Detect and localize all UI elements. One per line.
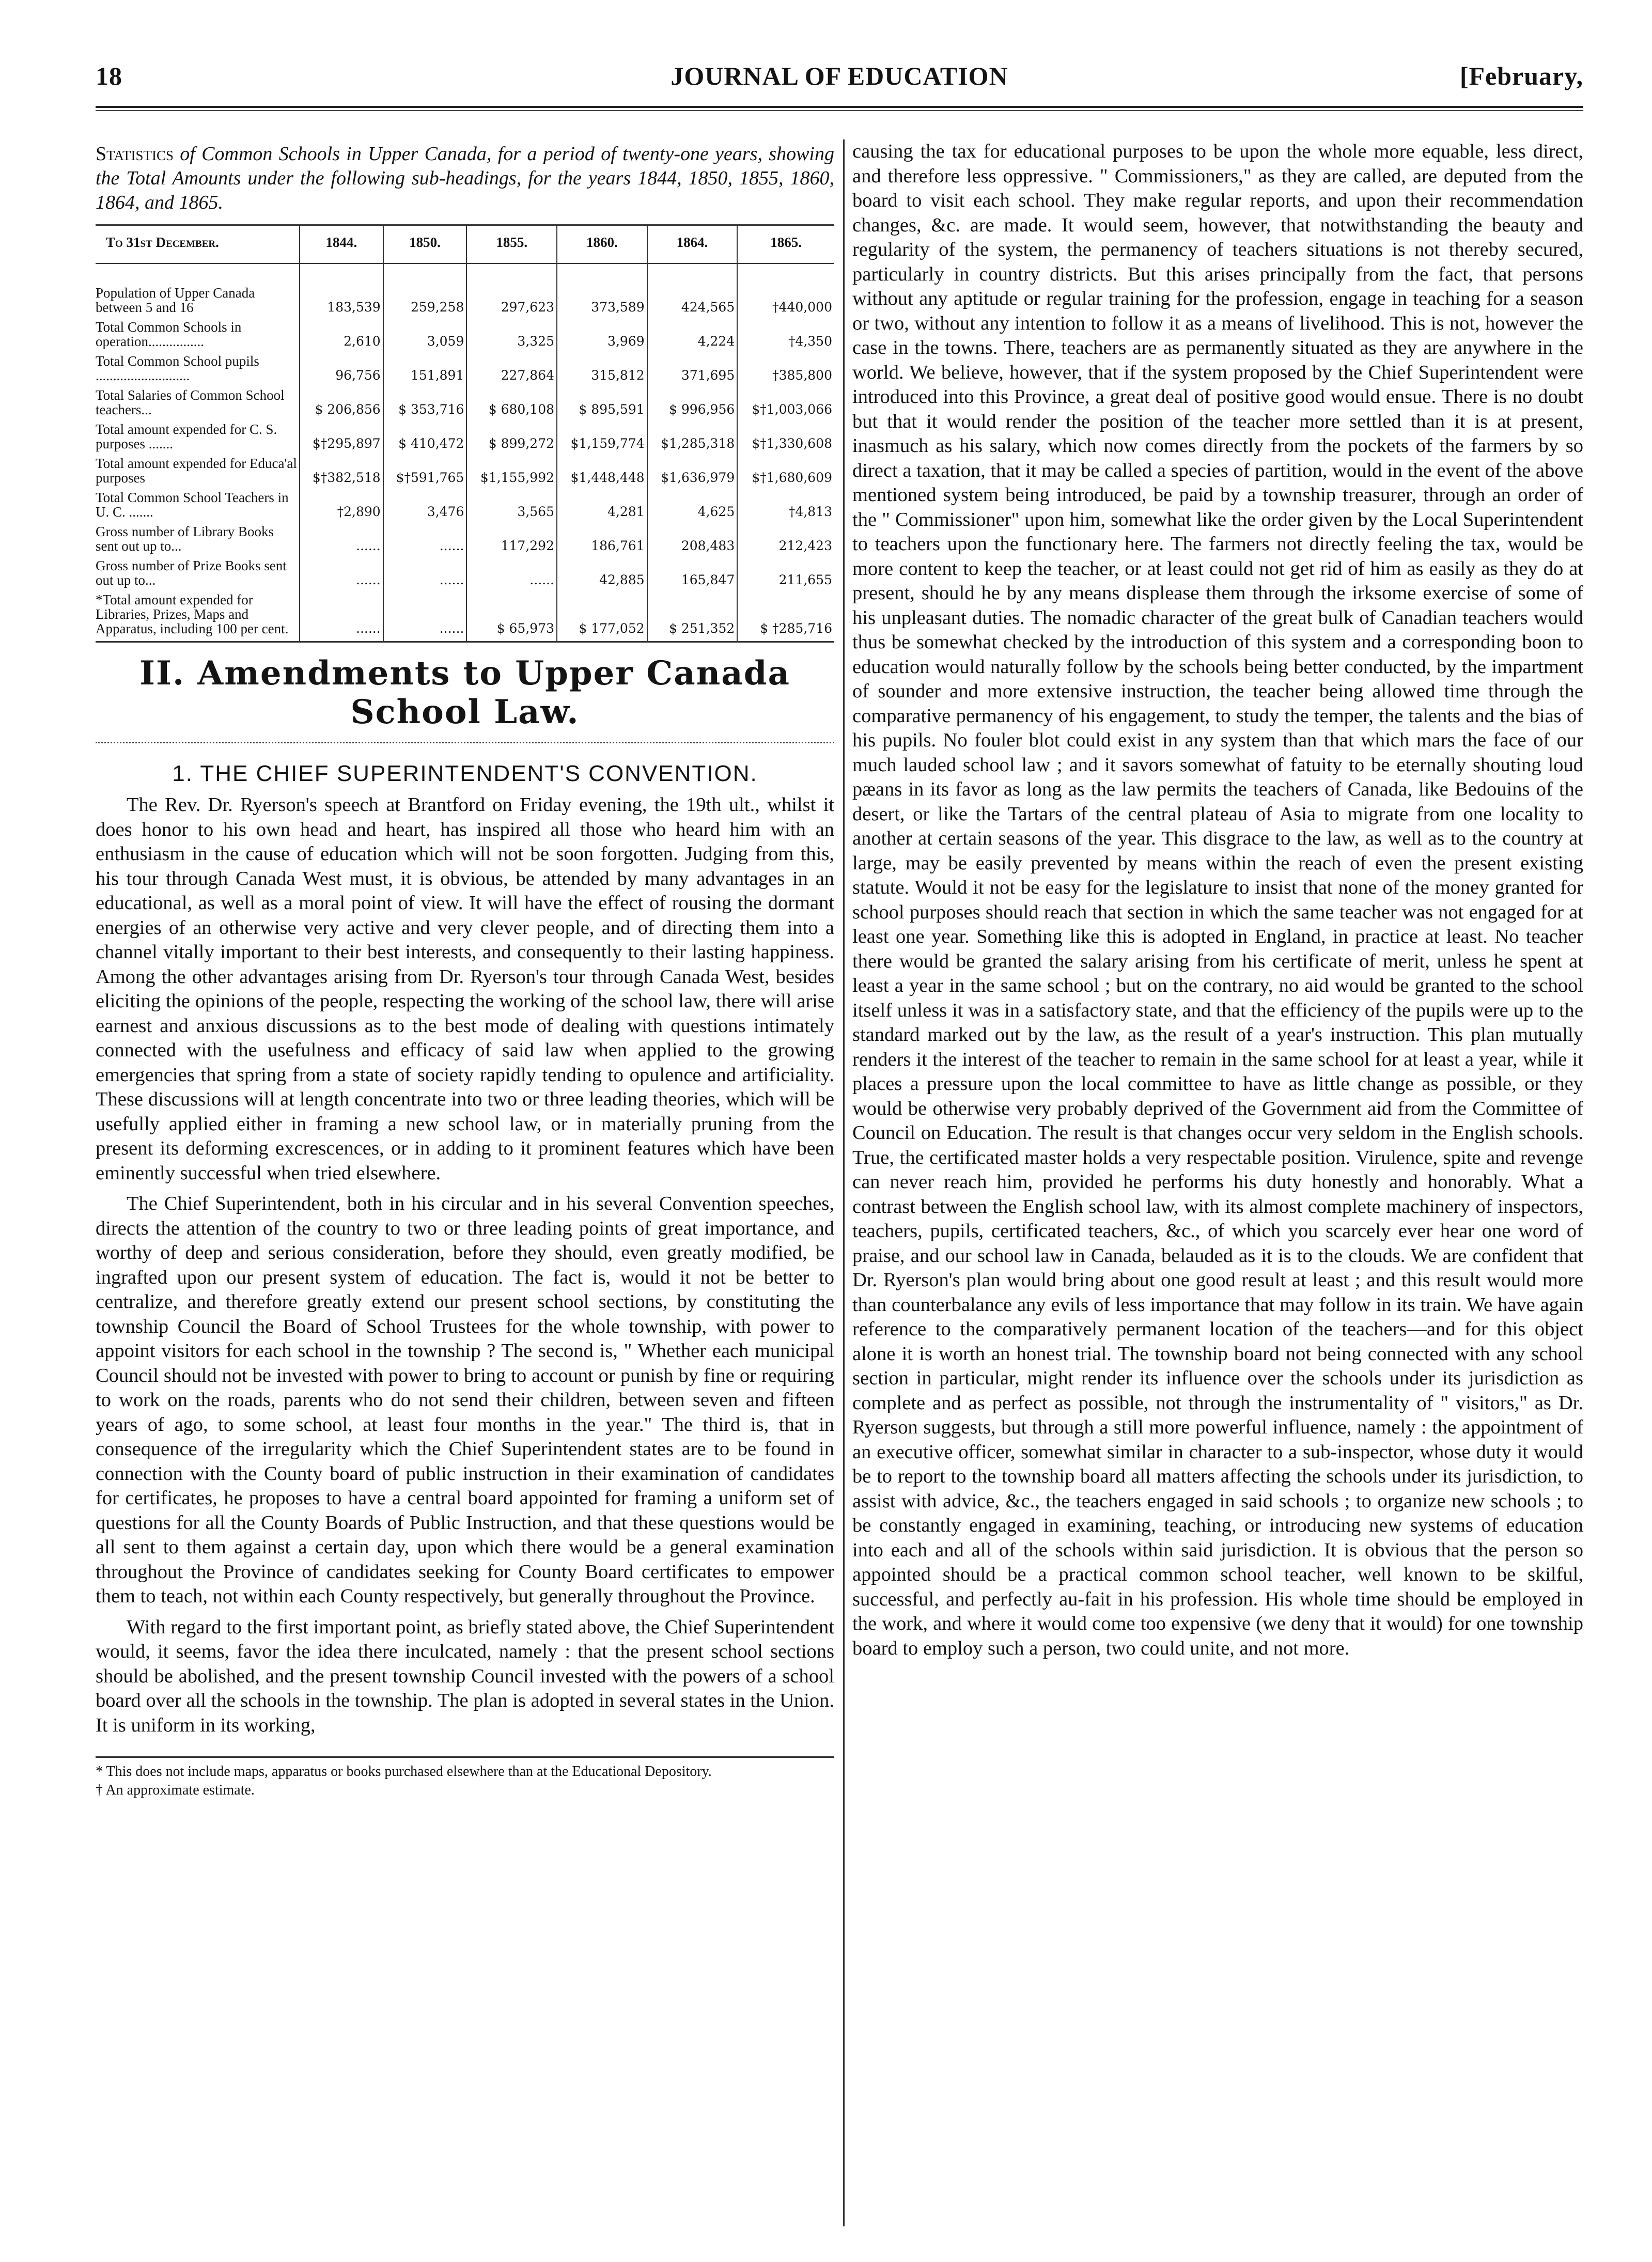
column-header: 1844. — [300, 225, 383, 264]
column-header: 1865. — [737, 225, 834, 264]
table-cell: 3,325 — [466, 317, 557, 351]
table-cell: 3,476 — [383, 488, 467, 522]
table-row — [96, 263, 834, 317]
table-cell: 3,059 — [383, 317, 467, 351]
table-row — [96, 317, 834, 351]
table-row — [96, 454, 834, 488]
page-header — [96, 61, 1583, 97]
table-cell: 424,565 — [647, 263, 738, 317]
table-cell: 297,623 — [466, 263, 557, 317]
table-cell: $1,448,448 — [557, 454, 647, 488]
table-cell: 4,625 — [647, 488, 738, 522]
header-rule — [96, 106, 1583, 108]
column-header: 1850. — [383, 225, 467, 264]
table-cell: $ 996,956 — [647, 385, 738, 419]
table-cell: ...... — [383, 590, 467, 642]
row-label: Gross number of Prize Books sent out up to... — [96, 558, 287, 588]
table-cell: $ 65,973 — [466, 590, 557, 642]
table-cell: 208,483 — [647, 522, 738, 556]
statistics-caption — [96, 142, 834, 215]
table-cell: $ 353,716 — [383, 385, 467, 419]
table-cell: 4,281 — [557, 488, 647, 522]
table-cell: †385,800 — [737, 351, 834, 385]
table-cell: 165,847 — [647, 556, 738, 590]
table-row — [96, 556, 834, 590]
table-cell: †440,000 — [737, 263, 834, 317]
table-row — [96, 590, 834, 642]
row-label: Total Common Schools in operation................ — [96, 319, 242, 349]
table-cell: $†591,765 — [383, 454, 467, 488]
column-header: 1860. — [557, 225, 647, 264]
table-cell: †2,890 — [300, 488, 383, 522]
article-title: 1. THE CHIEF SUPERINTENDENT'S CONVENTION. — [172, 761, 758, 786]
table-cell: 315,812 — [557, 351, 647, 385]
row-label: Total Common School pupils ........................... — [96, 353, 259, 383]
table-cell: $†295,897 — [300, 419, 383, 454]
table-cell: $1,159,774 — [557, 419, 647, 454]
statistics-table — [96, 224, 834, 643]
table-cell: ...... — [300, 590, 383, 642]
table-row — [96, 385, 834, 419]
footnote: † An approximate estimate. — [96, 1782, 255, 1798]
table-cell: 42,885 — [557, 556, 647, 590]
column-header: 1864. — [647, 225, 738, 264]
row-label: Total Common School Teachers in U. C. ....... — [96, 490, 289, 520]
table-cell: †4,350 — [737, 317, 834, 351]
row-label: Total Salaries of Common School teachers... — [96, 387, 285, 417]
table-cell: 3,565 — [466, 488, 557, 522]
table-cell: 117,292 — [466, 522, 557, 556]
table-cell: 3,969 — [557, 317, 647, 351]
paragraph: The Chief Superintendent, both in his circular and in his several Convention speeches, directs the attention of the country to two or three leading points of great importance, and worthy of deep and serious consideration, before they should, even greatly modified, be ingrafted upon our present system of education. The fact is, would it not be better to centralize, and therefore greatly extend our present school sections, by constituting the township Council the Board of School Trustees for the whole township, with power to appoint visitors for each school in the township ? The second is, " Whether each municipal Council should not be invested with power to bring to account or punish by fine or requiring to work on the roads, parents who do not send their children, between seven and fifteen years of ago, to some school, at least four months in the year." The third is, that in consequence of the irregularity which the Chief Superintendent states are to be found in connection with the County board of public instruction in their examination of candidates for certificates, he proposes to have a central board appointed for framing a uniform set of questions for all the County Boards of Public Instruction, and that these questions would be all sent to them against a certain day, upon which there would be a general examination throughout the Province of candidates seeking for County Board certificates to empower them to teach, not within each County respectively, but generally throughout the Province. — [96, 1193, 834, 1607]
table-cell: $ †285,716 — [737, 590, 834, 642]
table-cell: 211,655 — [737, 556, 834, 590]
paragraph: causing the tax for educational purposes to be upon the whole more equable, less direct, and therefore less oppressive. " Commissioners," as they are called, are deputed from the board to visit each school. They make regular reports, and upon their recommendation changes, &c. are made. It would seem, however, that notwithstanding the beauty and regularity of the system, the permanency of teachers situations is not thereby secured, particularly in country districts. But this arises principally from the fact, that persons without any aptitude or regular training for the profession, engage in teaching for a season or two, without any intention to follow it as a means of livelihood. This is not, however the case in the towns. There, teachers are as permanently situated as they are anywhere in the world. We believe, however, that if the system proposed by the Chief Superintendent were introduced into this Province, a great deal of positive good would ensue. There is no doubt but that it would render the position of the teacher more settled than it is at present, inasmuch as his salary, which now comes directly from the pockets of the farmers by so direct a taxation, that it may be called a species of partition, would in the event of the above mentioned system being introduced, be paid by a township treasurer, through an order of the " Commissioner" upon him, somewhat like the order given by the Local Superintendent to teachers upon the functionary here. The farmers not directly feeling the tax, would be more content to keep the teacher, or at least could not get rid of him as easily as they do at present, should he by any means displease them through the irksome exercise of some of his unpleasant duties. The nomadic character of the great bulk of Canadian teachers would thus be somewhat checked by the introduction of this system and a corresponding boon to education would naturally follow by the schools being better conducted, by the impartment of sounder and more extensive instruction, the teacher being allowed time through the comparative permanency of his engagement, to study the temper, the talents and the bias of his pupils. No fouler blot could exist in any system than that which mars the face of our much lauded school law ; and it savors somewhat of fatuity to be eternally shouting loud pæans in its favor as long as the law permits the teachers of Canada, like Bedouins of the desert, or like the Tartars of the central plateau of Asia to migrate from one locality to another at certain seasons of the year. This disgrace to the law, as well as to the country at large, may be easily prevented by means within the reach of even the present existing statute. Would it not be easy for the legislature to insist that none of the money granted for school purposes should reach that section in which the same teacher was not engaged for at least one year. Something like this is adopted in England, in practice at least. No teacher there would be granted the salary arising from his certificate of merit, unless he spent at least a year in the same school ; but on the contrary, no aid would be granted to the school itself unless it was in a satisfactory state, and that the efficiency of the pupils were up to the standard marked out by the law, as the result of a year's instruction. This plan mutually renders it the interest of the teacher to remain in the same school for at least a year, while it places a pressure upon the local committee to have as little change as possible, or they would be otherwise very probably deprived of the Government aid from the Committee of Council on Education. The result is that changes occur very seldom in the English schools. True, the certificated master holds a very respectable position. Virulence, spite and revenge can never reach him, provided he performs his duty honestly and honorably. What a contrast between the English school law, with its almost complete machinery of inspectors, teachers, pupils, certificated teachers, &c., of which you scarcely ever hear one word of praise, and our school law in Canada, belauded as it is to the clouds. We are confident that Dr. Ryerson's plan would bring about one good result at least ; and this result would more than counterbalance any evils of less importance that may follow in its train. We have again reference to the comparatively permanent location of the teachers—and for this object alone it is worth an honest trial. The township board not being connected with any school section in particular, might render its influence over the schools under its jurisdiction as complete and as perfect as possible, not through the instrumentality of " visitors," as Dr. Ryerson suggests, but through a still more powerful influence, namely : the appointment of an executive officer, somewhat similar in character to a sub-inspector, whose duty it would be to report to the township board all matters affecting the schools under its jurisdiction, to assist with advice, &c., the teachers engaged in said schools ; to organize new schools ; to be constantly engaged in examining, teaching, or introducing new systems of education into each and all of the schools within said jurisdiction. It is obvious that the person so appointed should be a practical common school teacher, well known to be skilful, successful, and perfectly au-fait in his profession. His whole time should be employed in the work, and where it would come too expensive (we deny that it would) for one township board to employ such a person, two could unite, and not more. — [852, 141, 1583, 1659]
table-cell: 259,258 — [383, 263, 467, 317]
table-cell: $ 206,856 — [300, 385, 383, 419]
table-cell: 371,695 — [647, 351, 738, 385]
table-cell: $1,155,992 — [466, 454, 557, 488]
table-cell: ...... — [300, 556, 383, 590]
row-label: Gross number of Library Books sent out up to... — [96, 524, 274, 554]
table-cell: $†1,003,066 — [737, 385, 834, 419]
column-divider — [843, 139, 845, 2226]
left-column — [96, 139, 834, 1800]
table-cell: $ 899,272 — [466, 419, 557, 454]
wavy-divider — [96, 735, 834, 743]
footnote: * This does not include maps, apparatus or books purchased elsewhere than at the Educational Depository. — [96, 1764, 712, 1780]
table-cell: 4,224 — [647, 317, 738, 351]
table-cell: †4,813 — [737, 488, 834, 522]
table-cell: $†1,680,609 — [737, 454, 834, 488]
table-cell: $ 680,108 — [466, 385, 557, 419]
issue-month: [February, — [1459, 61, 1583, 90]
table-cell: $†382,518 — [300, 454, 383, 488]
table-cell: $ 895,591 — [557, 385, 647, 419]
table-cell: 2,610 — [300, 317, 383, 351]
table-cell: $1,285,318 — [647, 419, 738, 454]
table-cell: 96,756 — [300, 351, 383, 385]
table-header-row — [96, 225, 834, 264]
caption-lead: Statistics — [96, 143, 174, 165]
column-header: 1855. — [466, 225, 557, 264]
table-cell: ...... — [383, 556, 467, 590]
right-column — [852, 139, 1583, 1667]
table-cell: 227,864 — [466, 351, 557, 385]
table-cell: ...... — [300, 522, 383, 556]
table-cell: 212,423 — [737, 522, 834, 556]
caption-text: of Common Schools in Upper Canada, for a period of twenty-one years, showing the Total Amounts under the following sub-headings, for the years 1844, 1850, 1855, 1860, 1864, and 1865. — [96, 143, 834, 213]
table-row — [96, 488, 834, 522]
header-rule-thin — [96, 110, 1583, 111]
table-cell: $ 177,052 — [557, 590, 647, 642]
table-cell: ...... — [466, 556, 557, 590]
column-header: To 31st December. — [96, 225, 300, 264]
table-row — [96, 351, 834, 385]
footnote-rule — [96, 1756, 834, 1758]
section-title: II. Amendments to Upper Canada School Law. — [139, 654, 790, 731]
table-cell: 183,539 — [300, 263, 383, 317]
row-label: Total amount expended for C. S. purposes ....... — [96, 422, 277, 451]
table-cell: 373,589 — [557, 263, 647, 317]
table-cell: $†1,330,608 — [737, 419, 834, 454]
table-cell: 151,891 — [383, 351, 467, 385]
paragraph: With regard to the first important point, as briefly stated above, the Chief Superintendent would, it seems, favor the idea there inculcated, namely : that the present school sections should be abolished, and the present township Council invested with the powers of a school board over all the schools in the township. The plan is adopted in several states in the Union. It is uniform in its working, — [96, 1616, 834, 1736]
table-cell: ...... — [383, 522, 467, 556]
table-row — [96, 419, 834, 454]
table-cell: 186,761 — [557, 522, 647, 556]
paragraph: The Rev. Dr. Ryerson's speech at Brantford on Friday evening, the 19th ult., whilst it does honor to his own head and heart, has inspired all those who heard him with an enthusiasm in the cause of education which will not be soon forgotten. Judging from this, his tour through Canada West must, it is obvious, be attended by many advantages in an educational, as well as a moral point of view. It will have the effect of rousing the dormant energies of an otherwise very active and very clever people, and of directing them into a channel vitally important to their best interests, and consequently to their lasting happiness. Among the other advantages arising from Dr. Ryerson's tour through Canada West, besides eliciting the opinions of the people, respecting the working of the school law, there will arise earnest and anxious discussions as to the best mode of dealing with questions intimately connected with the usefulness and efficacy of said law when applied to the growing emergencies that spring from a state of society rapidly tending to opulence and artificiality. These discussions will at length concentrate into two or three leading theories, which will be usefully applied either in framing a new school law, or in materially pruning from the present its deforming excrescences, or in adding to it prominent features which have been eminently successful when tried elsewhere. — [96, 794, 834, 1184]
page-number: 18 — [96, 61, 122, 90]
row-label: Population of Upper Canada between 5 and 16 — [96, 285, 255, 315]
table-cell: $ 251,352 — [647, 590, 738, 642]
row-label: *Total amount expended for Libraries, Prizes, Maps and Apparatus, including 100 per cent. — [96, 590, 300, 642]
table-cell: $1,636,979 — [647, 454, 738, 488]
table-row — [96, 522, 834, 556]
row-label: Total amount expended for Educa'al purposes — [96, 456, 297, 486]
journal-title: JOURNAL OF EDUCATION — [671, 61, 1008, 90]
table-cell: $ 410,472 — [383, 419, 467, 454]
